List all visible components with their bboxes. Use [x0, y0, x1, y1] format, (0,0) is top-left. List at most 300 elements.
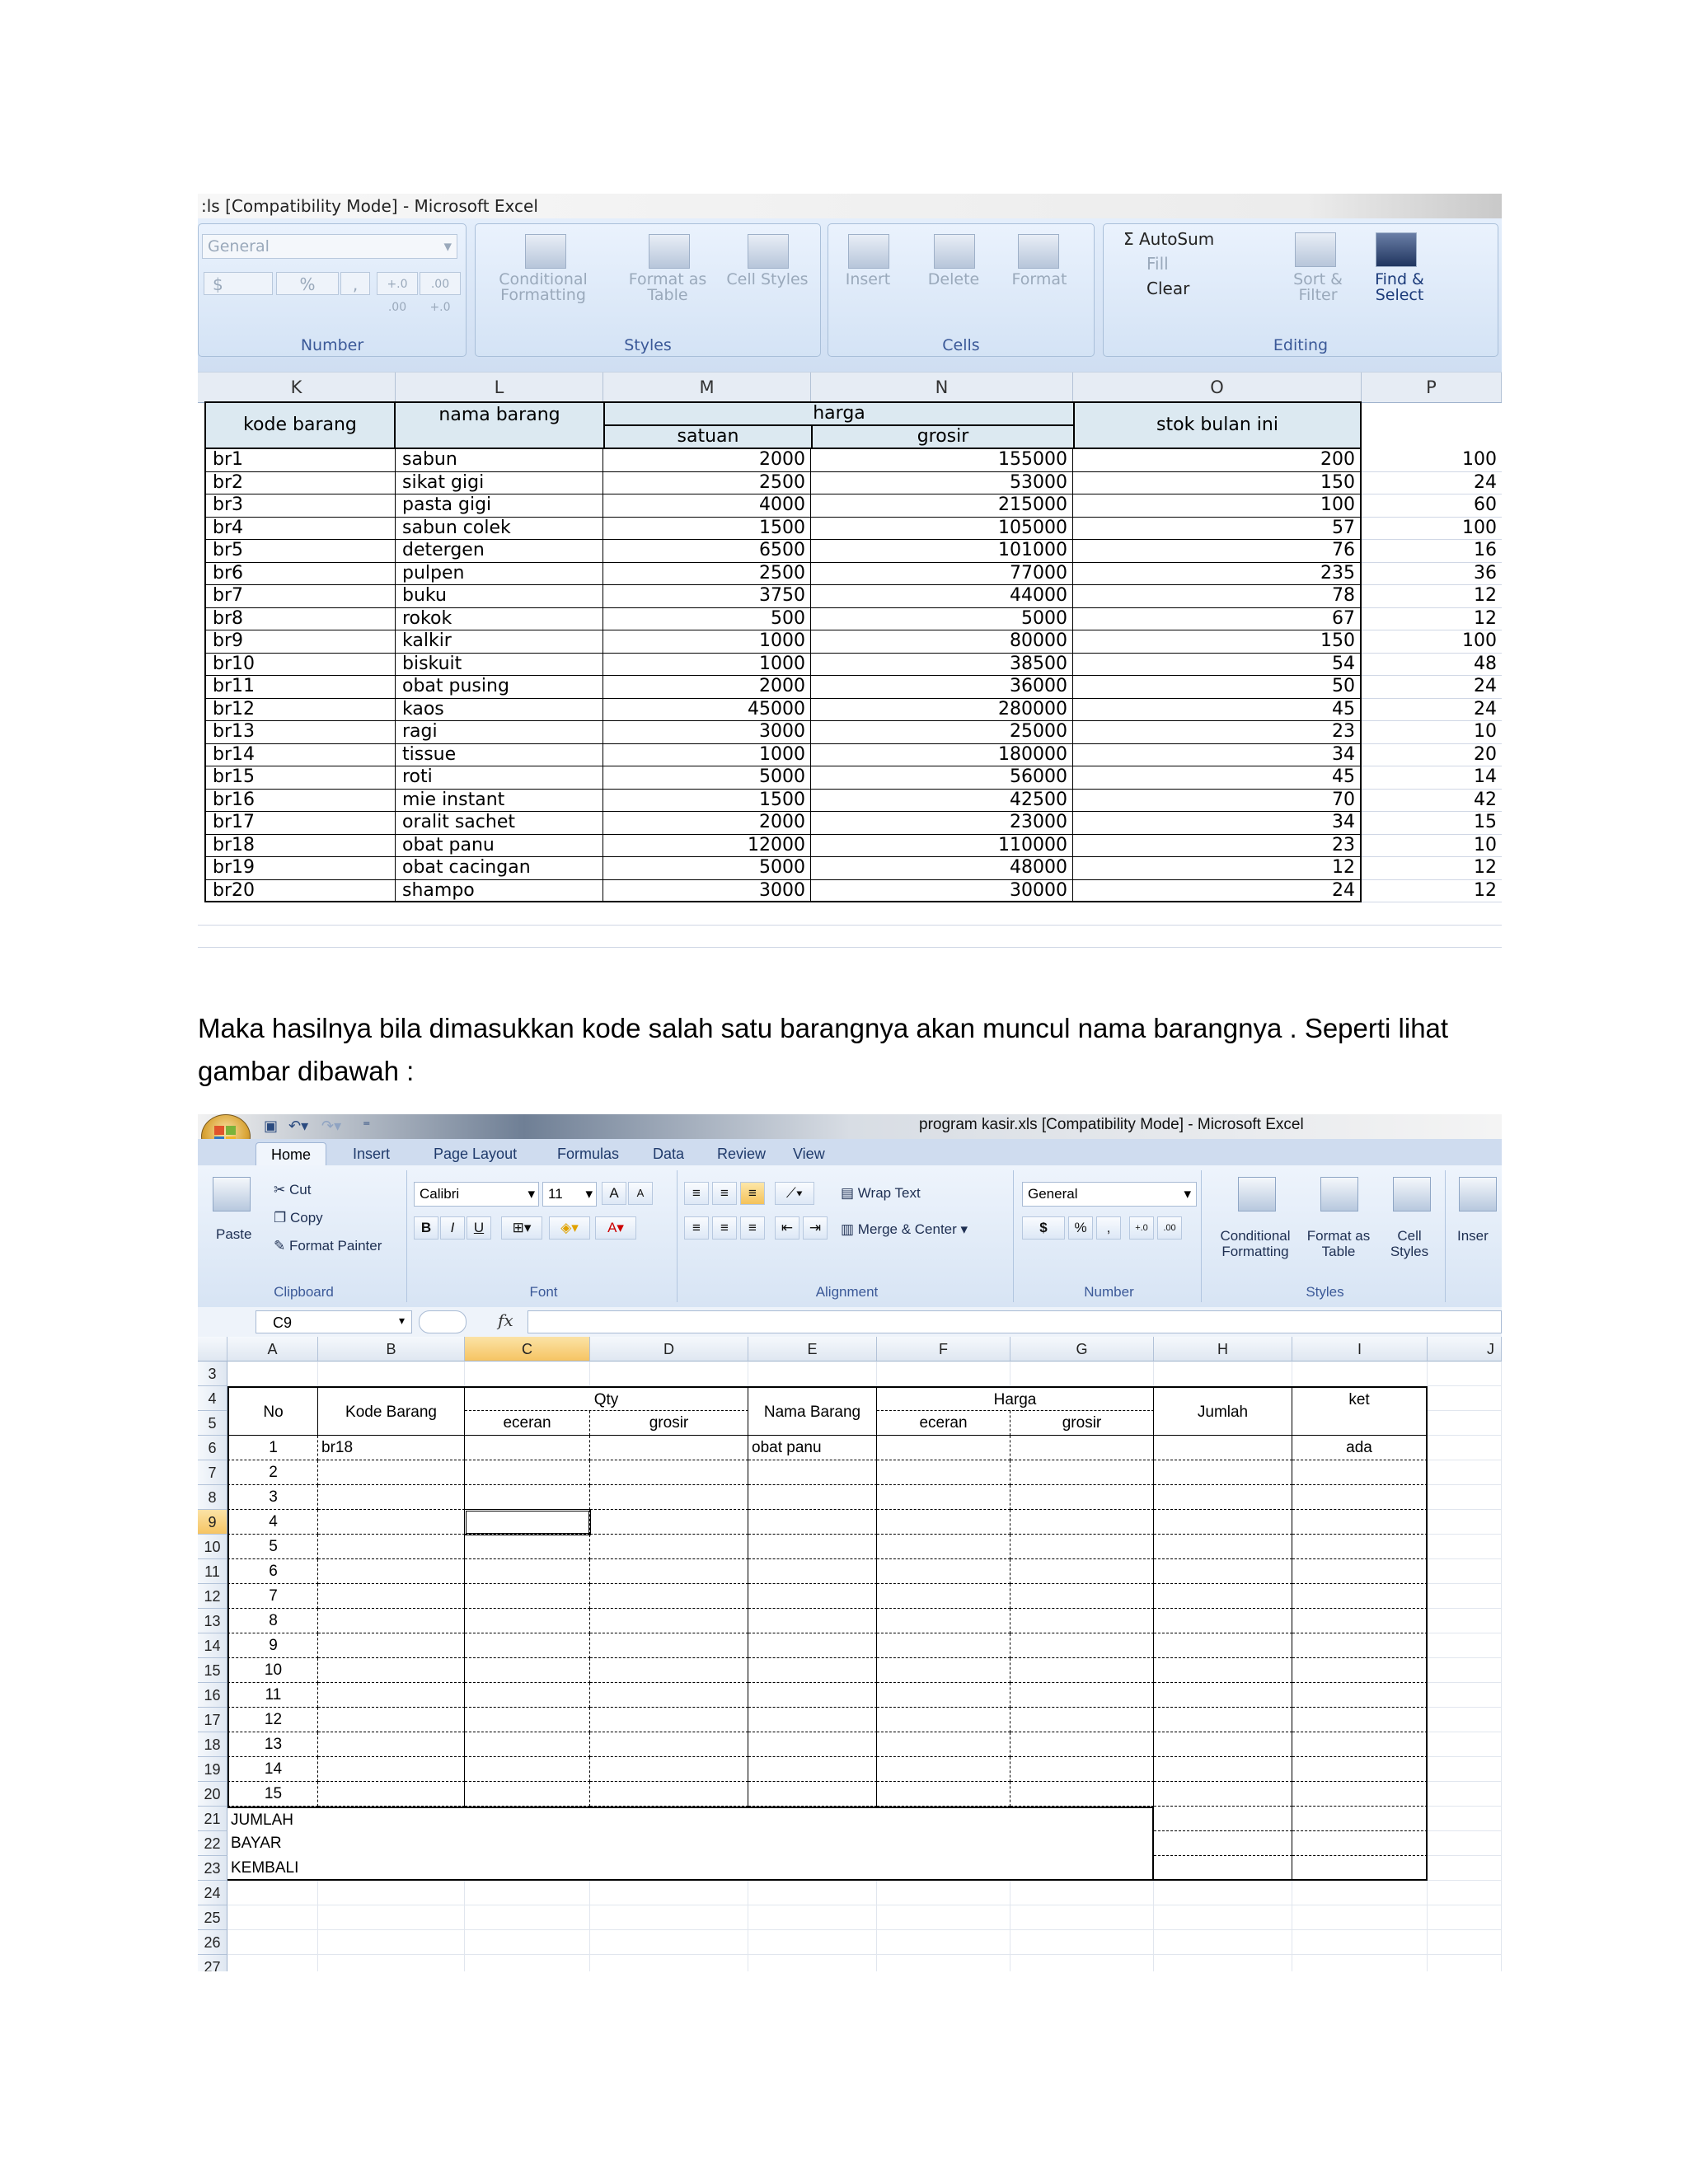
cell-grosir[interactable]: 5000	[811, 608, 1073, 631]
cell-stok[interactable]: 200	[1073, 449, 1362, 472]
cell-nama[interactable]: pasta gigi	[396, 494, 603, 518]
table-cell[interactable]	[318, 1535, 465, 1559]
cell-stok[interactable]: 67	[1073, 608, 1362, 631]
table-cell[interactable]	[1010, 1782, 1154, 1807]
grid-cell[interactable]	[877, 1930, 1010, 1955]
grid-cell[interactable]	[227, 1361, 318, 1386]
grid-cell[interactable]	[877, 1905, 1010, 1930]
table-cell[interactable]	[748, 1485, 877, 1510]
table-cell[interactable]	[465, 1683, 590, 1708]
grid-cell[interactable]	[1428, 1584, 1502, 1609]
table-cell[interactable]	[590, 1584, 748, 1609]
decrease-indent-icon[interactable]: ⇤	[775, 1216, 799, 1240]
cell-satuan[interactable]: 4000	[603, 494, 811, 518]
cell-satuan[interactable]: 3750	[603, 585, 811, 608]
select-all-button[interactable]	[198, 1337, 227, 1361]
grid-cell[interactable]	[877, 1361, 1010, 1386]
row-header[interactable]: 17	[198, 1708, 227, 1732]
table-cell[interactable]	[465, 1708, 590, 1732]
footer-value[interactable]	[1292, 1807, 1428, 1831]
cell-satuan[interactable]: 2500	[603, 563, 811, 586]
cell-satuan[interactable]: 45000	[603, 699, 811, 722]
footer-value[interactable]	[1154, 1856, 1292, 1881]
cell-p[interactable]: 100	[1362, 449, 1502, 472]
row-header[interactable]: 13	[198, 1609, 227, 1633]
cell-nama-barang[interactable]: obat panu	[748, 1436, 877, 1460]
cell-kode[interactable]: br3	[204, 494, 396, 518]
cell-nama[interactable]: biskuit	[396, 654, 603, 677]
align-bottom-icon[interactable]: ≡	[740, 1182, 765, 1205]
column-header-E[interactable]: E	[748, 1337, 877, 1361]
table-cell[interactable]	[1154, 1485, 1292, 1510]
grid-cell[interactable]	[1428, 1510, 1502, 1535]
row-header[interactable]: 6	[198, 1436, 227, 1460]
table-cell[interactable]	[877, 1436, 1010, 1460]
empty-row[interactable]	[198, 926, 1502, 949]
grid-cell[interactable]	[748, 1955, 877, 1971]
table-cell[interactable]	[1010, 1510, 1154, 1535]
column-header-B[interactable]: B	[318, 1337, 465, 1361]
column-header-P[interactable]: P	[1362, 373, 1502, 402]
cell-nama[interactable]: sabun colek	[396, 518, 603, 541]
row-header[interactable]: 25	[198, 1905, 227, 1930]
cell-stok[interactable]: 100	[1073, 494, 1362, 518]
column-header-H[interactable]: H	[1154, 1337, 1292, 1361]
insert-button[interactable]: Inser	[1457, 1228, 1489, 1244]
cell-satuan[interactable]: 2000	[603, 676, 811, 699]
cell-kode[interactable]: br8	[204, 608, 396, 631]
cell-stok[interactable]: 12	[1073, 857, 1362, 880]
table-cell[interactable]	[1010, 1535, 1154, 1559]
table-cell[interactable]	[318, 1584, 465, 1609]
cell-satuan[interactable]: 6500	[603, 540, 811, 563]
find-select-button[interactable]: Find & Select	[1375, 270, 1424, 304]
table-cell[interactable]	[590, 1436, 748, 1460]
table-cell[interactable]	[1154, 1535, 1292, 1559]
redo-icon[interactable]: ↷▾	[321, 1118, 342, 1135]
row-header[interactable]: 21	[198, 1807, 227, 1831]
grid-cell[interactable]	[1154, 1905, 1292, 1930]
table-cell[interactable]	[465, 1584, 590, 1609]
cell-stok[interactable]: 24	[1073, 880, 1362, 903]
grid-cell[interactable]	[590, 1955, 748, 1971]
grid-cell[interactable]	[1010, 1930, 1154, 1955]
table-cell[interactable]	[877, 1609, 1010, 1633]
currency-button[interactable]: $	[204, 272, 273, 295]
grid-cell[interactable]	[465, 1955, 590, 1971]
delete-button[interactable]: Delete	[927, 270, 980, 288]
cell-nama[interactable]: ragi	[396, 721, 603, 744]
row-header[interactable]: 8	[198, 1485, 227, 1510]
grid-cell[interactable]	[1292, 1361, 1428, 1386]
row-header[interactable]: 27	[198, 1955, 227, 1971]
cell-kode[interactable]: br9	[204, 630, 396, 654]
table-cell[interactable]	[1010, 1559, 1154, 1584]
cell-kode[interactable]: br1	[204, 449, 396, 472]
fill-button[interactable]: Fill	[1146, 254, 1169, 274]
row-header[interactable]: 7	[198, 1460, 227, 1485]
column-header-A[interactable]: A	[227, 1337, 318, 1361]
cell-nama[interactable]: obat cacingan	[396, 857, 603, 880]
table-cell[interactable]	[1154, 1559, 1292, 1584]
cell-grosir[interactable]: 30000	[811, 880, 1073, 903]
cell-grosir[interactable]: 110000	[811, 835, 1073, 858]
cell-nama[interactable]: pulpen	[396, 563, 603, 586]
name-box[interactable]: C9	[256, 1310, 412, 1333]
grid-cell[interactable]	[318, 1361, 465, 1386]
table-cell[interactable]	[1292, 1584, 1428, 1609]
cell-p[interactable]: 100	[1362, 518, 1502, 541]
table-cell[interactable]	[318, 1460, 465, 1485]
table-cell[interactable]	[877, 1683, 1010, 1708]
cell-satuan[interactable]: 1500	[603, 518, 811, 541]
grid-cell[interactable]	[1428, 1856, 1502, 1881]
currency-button[interactable]: $	[1022, 1216, 1065, 1240]
cell-p[interactable]: 42	[1362, 790, 1502, 813]
row-header[interactable]: 5	[198, 1411, 227, 1436]
table-cell[interactable]	[465, 1732, 590, 1757]
grid-cell[interactable]	[318, 1881, 465, 1905]
grid-cell[interactable]	[465, 1905, 590, 1930]
cell-nama[interactable]: obat panu	[396, 835, 603, 858]
cell-kode[interactable]: br18	[204, 835, 396, 858]
grid-cell[interactable]	[1428, 1535, 1502, 1559]
cell-satuan[interactable]: 3000	[603, 880, 811, 903]
row-header[interactable]: 19	[198, 1757, 227, 1782]
cell-stok[interactable]: 70	[1073, 790, 1362, 813]
cell-kode[interactable]: br4	[204, 518, 396, 541]
cell-satuan[interactable]: 5000	[603, 766, 811, 790]
cell-p[interactable]: 10	[1362, 721, 1502, 744]
cell-p[interactable]: 60	[1362, 494, 1502, 518]
cell-stok[interactable]: 34	[1073, 812, 1362, 835]
row-header[interactable]: 9	[198, 1510, 227, 1535]
row-header[interactable]: 3	[198, 1361, 227, 1386]
font-size-dropdown[interactable]	[542, 1182, 597, 1207]
cell-nama[interactable]: roti	[396, 766, 603, 790]
table-cell[interactable]	[318, 1732, 465, 1757]
row-header[interactable]: 14	[198, 1633, 227, 1658]
grid-cell[interactable]	[1428, 1411, 1502, 1436]
orientation-icon[interactable]: ⟋▾	[775, 1182, 814, 1205]
wrap-text-button[interactable]	[841, 1185, 921, 1202]
grid-cell[interactable]	[1428, 1881, 1502, 1905]
row-header[interactable]: 18	[198, 1732, 227, 1757]
cell-nama[interactable]: kalkir	[396, 630, 603, 654]
row-header[interactable]: 12	[198, 1584, 227, 1609]
grid-cell[interactable]	[1428, 1708, 1502, 1732]
grid-cell[interactable]	[227, 1905, 318, 1930]
table-cell[interactable]	[877, 1559, 1010, 1584]
row-header[interactable]: 11	[198, 1559, 227, 1584]
tab-review[interactable]: Review	[717, 1146, 767, 1162]
table-cell[interactable]	[1292, 1535, 1428, 1559]
table-cell[interactable]	[590, 1559, 748, 1584]
chevron-down-icon[interactable]: ▾	[399, 1314, 406, 1327]
grid-cell[interactable]	[1428, 1485, 1502, 1510]
table-cell[interactable]	[877, 1535, 1010, 1559]
tab-data[interactable]: Data	[653, 1146, 685, 1162]
table-cell[interactable]	[877, 1510, 1010, 1535]
cell-nama[interactable]: rokok	[396, 608, 603, 631]
table-cell[interactable]	[590, 1708, 748, 1732]
formula-options-button[interactable]	[419, 1310, 467, 1333]
grid-cell[interactable]	[1428, 1436, 1502, 1460]
grid-cell[interactable]	[1292, 1881, 1428, 1905]
grid-cell[interactable]	[590, 1361, 748, 1386]
cell-p[interactable]: 24	[1362, 472, 1502, 495]
table-cell[interactable]	[465, 1535, 590, 1559]
cell-kode[interactable]: br19	[204, 857, 396, 880]
table-cell[interactable]	[590, 1485, 748, 1510]
underline-button[interactable]: U	[467, 1216, 491, 1240]
cell-satuan[interactable]: 500	[603, 608, 811, 631]
table-cell[interactable]	[1154, 1436, 1292, 1460]
cell-p[interactable]: 15	[1362, 812, 1502, 835]
cell-kode[interactable]: br20	[204, 880, 396, 903]
table-cell[interactable]	[590, 1658, 748, 1683]
column-header-O[interactable]: O	[1073, 373, 1362, 402]
footer-value[interactable]	[1292, 1856, 1428, 1881]
grid-cell[interactable]	[465, 1361, 590, 1386]
grid-cell[interactable]	[227, 1955, 318, 1971]
number-format-dropdown[interactable]	[202, 234, 457, 259]
table-cell[interactable]	[1010, 1609, 1154, 1633]
cell-kode[interactable]: br7	[204, 585, 396, 608]
row-header[interactable]: 4	[198, 1386, 227, 1411]
copy-button[interactable]	[274, 1210, 323, 1226]
table-cell[interactable]	[1154, 1757, 1292, 1782]
cell-stok[interactable]: 50	[1073, 676, 1362, 699]
table-cell[interactable]	[877, 1485, 1010, 1510]
table-cell[interactable]	[748, 1559, 877, 1584]
grid-cell[interactable]	[748, 1905, 877, 1930]
table-cell[interactable]	[465, 1485, 590, 1510]
cell-nama[interactable]: oralit sachet	[396, 812, 603, 835]
table-cell[interactable]	[1010, 1757, 1154, 1782]
table-cell[interactable]	[877, 1708, 1010, 1732]
table-cell[interactable]	[748, 1460, 877, 1485]
table-cell[interactable]	[1292, 1609, 1428, 1633]
table-cell[interactable]	[748, 1633, 877, 1658]
table-cell[interactable]	[748, 1708, 877, 1732]
borders-button[interactable]	[501, 1216, 542, 1240]
active-cell-C9[interactable]	[464, 1509, 591, 1535]
table-cell[interactable]	[1292, 1782, 1428, 1807]
table-cell[interactable]	[590, 1683, 748, 1708]
table-cell[interactable]	[1292, 1683, 1428, 1708]
grid-cell[interactable]	[465, 1930, 590, 1955]
table-cell[interactable]	[318, 1757, 465, 1782]
grid-cell[interactable]	[1428, 1807, 1502, 1831]
row-header[interactable]: 26	[198, 1930, 227, 1955]
format-as-table-button[interactable]: Format as Table	[628, 270, 707, 304]
table-cell[interactable]	[1010, 1485, 1154, 1510]
align-right-icon[interactable]: ≡	[740, 1216, 765, 1240]
table-cell[interactable]	[590, 1782, 748, 1807]
paste-button[interactable]: Paste	[216, 1226, 252, 1242]
table-cell[interactable]	[1292, 1460, 1428, 1485]
cell-satuan[interactable]: 2500	[603, 472, 811, 495]
table-cell[interactable]	[748, 1510, 877, 1535]
cell-satuan[interactable]: 2000	[603, 449, 811, 472]
cell-p[interactable]: 48	[1362, 654, 1502, 677]
grid-cell[interactable]	[1428, 1386, 1502, 1411]
cell-satuan[interactable]: 12000	[603, 835, 811, 858]
table-cell[interactable]	[748, 1658, 877, 1683]
cell-satuan[interactable]: 2000	[603, 812, 811, 835]
table-cell[interactable]	[877, 1633, 1010, 1658]
table-cell[interactable]	[1154, 1510, 1292, 1535]
table-cell[interactable]	[590, 1609, 748, 1633]
cell-ket[interactable]: ada	[1292, 1436, 1428, 1460]
insert-button[interactable]: Insert	[845, 270, 891, 288]
grid-cell[interactable]	[590, 1881, 748, 1905]
tab-home[interactable]: Home	[256, 1142, 326, 1166]
cell-grosir[interactable]: 25000	[811, 721, 1073, 744]
cell-p[interactable]: 14	[1362, 766, 1502, 790]
cell-grosir[interactable]: 77000	[811, 563, 1073, 586]
cell-grosir[interactable]: 80000	[811, 630, 1073, 654]
font-name-dropdown[interactable]	[414, 1182, 539, 1207]
table-cell[interactable]	[877, 1782, 1010, 1807]
comma-button[interactable]: ,	[340, 272, 370, 295]
cell-satuan[interactable]: 5000	[603, 857, 811, 880]
merge-center-button[interactable]: ▥ Merge & Center ▾	[841, 1221, 968, 1237]
table-cell[interactable]	[465, 1609, 590, 1633]
cell-nama[interactable]: detergen	[396, 540, 603, 563]
empty-row[interactable]	[198, 902, 1502, 926]
table-cell[interactable]	[1010, 1584, 1154, 1609]
cell-stok[interactable]: 34	[1073, 744, 1362, 767]
cell-nama[interactable]: buku	[396, 585, 603, 608]
grid-cell[interactable]	[1428, 1683, 1502, 1708]
cell-grosir[interactable]: 280000	[811, 699, 1073, 722]
cell-nama[interactable]: sabun	[396, 449, 603, 472]
column-header-J[interactable]: J	[1428, 1337, 1502, 1361]
cell-satuan[interactable]: 1000	[603, 630, 811, 654]
cell-kode[interactable]: br16	[204, 790, 396, 813]
grid-cell[interactable]	[1428, 1930, 1502, 1955]
cell-stok[interactable]: 45	[1073, 766, 1362, 790]
grid-cell[interactable]	[590, 1930, 748, 1955]
column-header-C[interactable]: C	[465, 1337, 590, 1361]
cell-stok[interactable]: 54	[1073, 654, 1362, 677]
fill-color-button[interactable]	[549, 1216, 590, 1240]
format-painter-button[interactable]	[274, 1238, 382, 1254]
cell-nama[interactable]: kaos	[396, 699, 603, 722]
italic-button[interactable]: I	[440, 1216, 465, 1240]
comma-button[interactable]: ,	[1096, 1216, 1121, 1240]
cell-nama[interactable]: tissue	[396, 744, 603, 767]
cell-kode[interactable]: br14	[204, 744, 396, 767]
cell-grosir[interactable]: 38500	[811, 654, 1073, 677]
table-cell[interactable]	[748, 1782, 877, 1807]
increase-decimal-icon[interactable]: +.0	[1129, 1216, 1154, 1240]
grid-cell[interactable]	[1428, 1658, 1502, 1683]
grid-cell[interactable]	[748, 1361, 877, 1386]
tab-insert[interactable]: Insert	[353, 1146, 391, 1162]
grid-cell[interactable]	[1428, 1633, 1502, 1658]
table-cell[interactable]	[465, 1658, 590, 1683]
cell-styles-button[interactable]: Cell Styles	[726, 270, 809, 288]
cell-p[interactable]: 12	[1362, 857, 1502, 880]
cell-grosir[interactable]: 215000	[811, 494, 1073, 518]
cell-stok[interactable]: 235	[1073, 563, 1362, 586]
customize-toolbar-icon[interactable]: ⁼	[363, 1118, 371, 1135]
cell-grosir[interactable]: 23000	[811, 812, 1073, 835]
table-cell[interactable]	[1292, 1559, 1428, 1584]
cell-grosir[interactable]: 56000	[811, 766, 1073, 790]
table-cell[interactable]	[590, 1757, 748, 1782]
table-cell[interactable]	[1154, 1782, 1292, 1807]
table-cell[interactable]	[465, 1782, 590, 1807]
bold-button[interactable]: B	[414, 1216, 438, 1240]
align-top-icon[interactable]: ≡	[684, 1182, 709, 1205]
column-header-M[interactable]: M	[603, 373, 811, 402]
table-cell[interactable]	[318, 1609, 465, 1633]
grid-cell[interactable]	[1154, 1955, 1292, 1971]
cell-kode[interactable]: br11	[204, 676, 396, 699]
grid-cell[interactable]	[1428, 1361, 1502, 1386]
cell-kode[interactable]: br17	[204, 812, 396, 835]
table-cell[interactable]	[877, 1460, 1010, 1485]
format-button[interactable]: Format	[1011, 270, 1067, 288]
table-cell[interactable]	[1010, 1633, 1154, 1658]
cell-stok[interactable]: 150	[1073, 472, 1362, 495]
table-cell[interactable]	[748, 1732, 877, 1757]
row-header[interactable]: 23	[198, 1856, 227, 1881]
row-header[interactable]: 10	[198, 1535, 227, 1559]
table-cell[interactable]	[465, 1757, 590, 1782]
cell-stok[interactable]: 78	[1073, 585, 1362, 608]
cell-kode[interactable]: br12	[204, 699, 396, 722]
align-center-icon[interactable]: ≡	[712, 1216, 737, 1240]
autosum-button[interactable]: Σ AutoSum	[1123, 229, 1215, 249]
grid-cell[interactable]	[748, 1881, 877, 1905]
table-cell[interactable]	[1154, 1633, 1292, 1658]
cell-nama[interactable]: shampo	[396, 880, 603, 903]
table-cell[interactable]	[1010, 1658, 1154, 1683]
cell-grosir[interactable]: 48000	[811, 857, 1073, 880]
grid-cell[interactable]	[1010, 1881, 1154, 1905]
table-cell[interactable]	[590, 1460, 748, 1485]
table-cell[interactable]	[748, 1609, 877, 1633]
table-cell[interactable]	[318, 1782, 465, 1807]
table-cell[interactable]	[318, 1559, 465, 1584]
table-cell[interactable]	[1010, 1683, 1154, 1708]
table-cell[interactable]	[1154, 1708, 1292, 1732]
cell-grosir[interactable]: 101000	[811, 540, 1073, 563]
grid-cell[interactable]	[1428, 1831, 1502, 1856]
grid-cell[interactable]	[877, 1881, 1010, 1905]
grid-cell[interactable]	[318, 1905, 465, 1930]
table-cell[interactable]	[1010, 1708, 1154, 1732]
increase-indent-icon[interactable]: ⇥	[803, 1216, 828, 1240]
cell-stok[interactable]: 76	[1073, 540, 1362, 563]
grid-cell[interactable]	[590, 1905, 748, 1930]
cell-nama[interactable]: mie instant	[396, 790, 603, 813]
row-header[interactable]: 22	[198, 1831, 227, 1856]
grid-cell[interactable]	[1428, 1460, 1502, 1485]
cell-p[interactable]: 100	[1362, 630, 1502, 654]
grid-cell[interactable]	[1428, 1757, 1502, 1782]
table-cell[interactable]	[590, 1535, 748, 1559]
table-cell[interactable]	[1292, 1485, 1428, 1510]
table-cell[interactable]	[318, 1708, 465, 1732]
table-cell[interactable]	[1292, 1658, 1428, 1683]
grid-cell[interactable]	[1292, 1905, 1428, 1930]
